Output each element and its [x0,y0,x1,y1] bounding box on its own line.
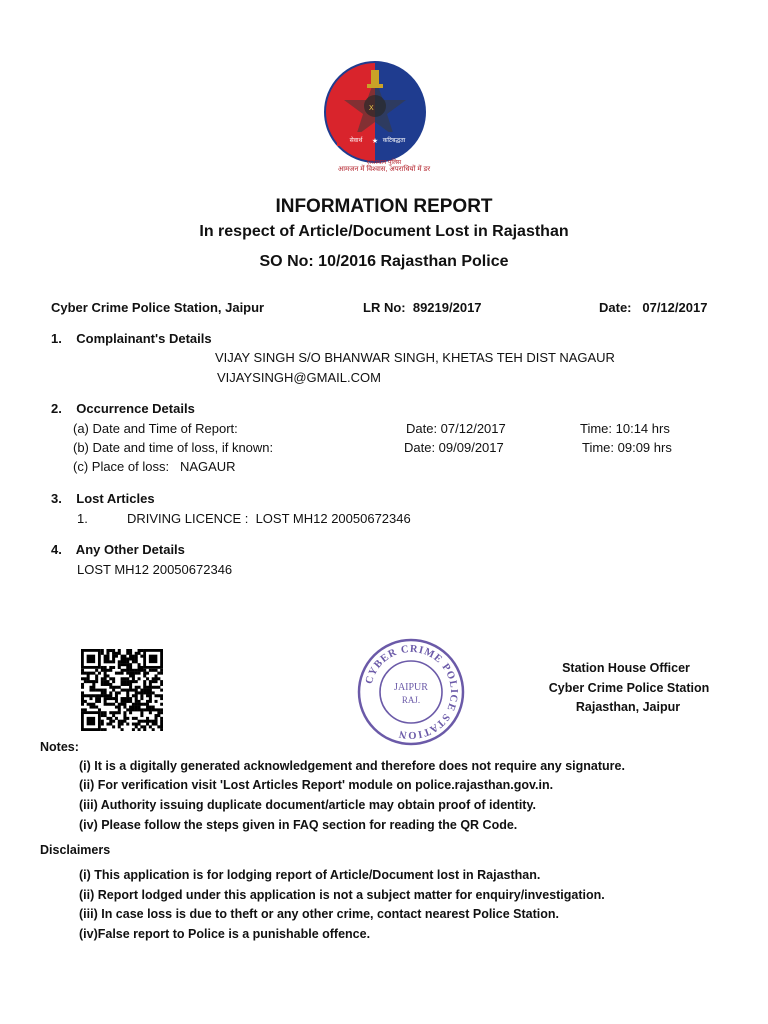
place-of-loss [73,459,236,474]
stamp-city: JAIPUR [394,682,428,693]
disclaimer-item: (i) This application is for lodging report of Article/Document lost in Rajasthan. [79,868,541,882]
signature-location: Rajasthan, Jaipur [575,700,681,714]
note-item: (i) It is a digitally generated acknowledgement and therefore does not require any signature. [79,759,625,773]
notes-heading: Notes: [40,740,79,754]
qr-code [81,649,163,731]
svg-text:X: X [369,105,374,112]
svg-text:★: ★ [371,137,379,145]
loss-time-label: (b) Date and time of loss, if known: [73,440,274,455]
rajasthan-police-logo [323,60,427,164]
report-time-label: (a) Date and Time of Report: [73,421,238,436]
logo-motto-line1: राजस्थान पुलिस [366,160,402,166]
report-date-value: Date: 07/12/2017 [406,421,506,436]
loss-time-value: Time: 09:09 hrs [582,440,672,455]
logo-badge-left: सेवार्थ [349,137,363,144]
lr-number [363,300,482,315]
disclaimers-heading: Disclaimers [40,843,111,857]
report-time-value: Time: 10:14 hrs [580,421,670,436]
so-number: SO No: 10/2016 Rajasthan Police [259,253,509,270]
place-value: NAGAUR [179,459,236,474]
note-item: (iii) Authority issuing duplicate document/article may obtain proof of identity. [79,798,536,812]
stamp-ring-text: CYBER CRIME POLICE STATION [363,643,460,741]
signature-station: Cyber Crime Police Station [548,681,710,695]
note-item: (ii) For verification visit 'Lost Articles Report' module on police.rajasthan.gov.in. [79,778,554,792]
note-item: (iv) Please follow the steps given in FAQ section for reading the QR Code. [79,818,518,832]
report-date [599,300,707,315]
police-stamp [356,637,466,747]
date-value: 07/12/2017 [642,300,708,315]
complainant-heading: 1. Complainant's Details [51,331,212,346]
lr-label: LR No: [363,300,406,315]
police-station: Cyber Crime Police Station, Jaipur [51,300,265,315]
logo-motto-line2: आमजन में विश्वास, अपराधियों में डर [337,166,431,173]
report-subtitle: In respect of Article/Document Lost in Rajasthan [199,223,569,240]
occurrence-heading: 2. Occurrence Details [51,401,195,416]
lr-value: 89219/2017 [412,300,482,315]
disclaimer-item: (ii) Report lodged under this application is not a subject matter for enquiry/investigation. [79,888,605,902]
signature-title: Station House Officer [562,661,690,675]
stamp-state: RAJ. [401,695,421,705]
complainant-name-address: VIJAY SINGH S/O BHANWAR SINGH, KHETAS TEH DIST NAGAUR [215,350,615,365]
other-details-text: LOST MH12 20050672346 [77,562,233,577]
report-title: INFORMATION REPORT [275,196,493,217]
lost-article-text: DRIVING LICENCE : LOST MH12 20050672346 [127,511,411,526]
logo-badge-right: कटिबद्धता [382,137,406,144]
lost-articles-heading: 3. Lost Articles [51,491,155,506]
disclaimer-item: (iv)False report to Police is a punishable offence. [79,927,371,941]
date-label: Date: [599,300,632,315]
loss-date-value: Date: 09/09/2017 [404,440,504,455]
disclaimer-item: (iii) In case loss is due to theft or any other crime, contact nearest Police Station. [79,907,559,921]
complainant-email: VIJAYSINGH@GMAIL.COM [217,370,381,385]
place-label: (c) Place of loss: [73,459,170,474]
other-details-heading: 4. Any Other Details [51,542,185,557]
lost-article-number: 1. [77,511,88,526]
